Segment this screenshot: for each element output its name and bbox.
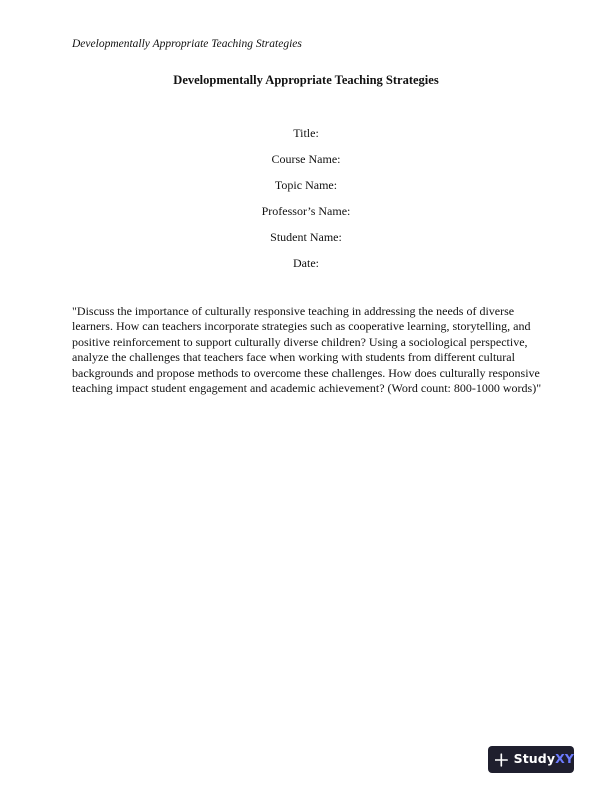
logo-text-main: Study: [513, 751, 556, 767]
cover-fields: [0, 125, 612, 281]
plus-spark-icon: [495, 753, 508, 767]
cover-field-course-name: Course Name:: [271, 152, 341, 166]
logo-text: [514, 753, 574, 766]
studyxy-logo[interactable]: [488, 746, 574, 773]
cover-field-title: Title:: [293, 126, 319, 140]
running-header: Developmentally Appropriate Teaching Strategies: [72, 38, 302, 50]
logo-text-accent: XY: [555, 751, 574, 767]
cover-field-topic-name: Topic Name:: [274, 178, 338, 192]
cover-field-student-name: Student Name:: [270, 230, 342, 244]
document-title: Developmentally Appropriate Teaching Strategies: [173, 73, 439, 87]
cover-field-date: Date:: [293, 256, 319, 270]
cover-field-professor-name: Professor’s Name:: [261, 204, 351, 218]
assignment-prompt: "Discuss the importance of culturally responsive teaching in addressing the needs of diverse learners. How can teachers incorporate strategies such as cooperative learning, storytelling, and positive reinforcement to support culturally diverse children? Using a sociological perspective, analyze the challenges that teachers face when working with students from different cultural backgrounds and propose methods to overcome these challenges. How does culturally responsive teaching impact student engagement and academic achievement? (Word count: 800-1000 words)": [72, 304, 542, 396]
